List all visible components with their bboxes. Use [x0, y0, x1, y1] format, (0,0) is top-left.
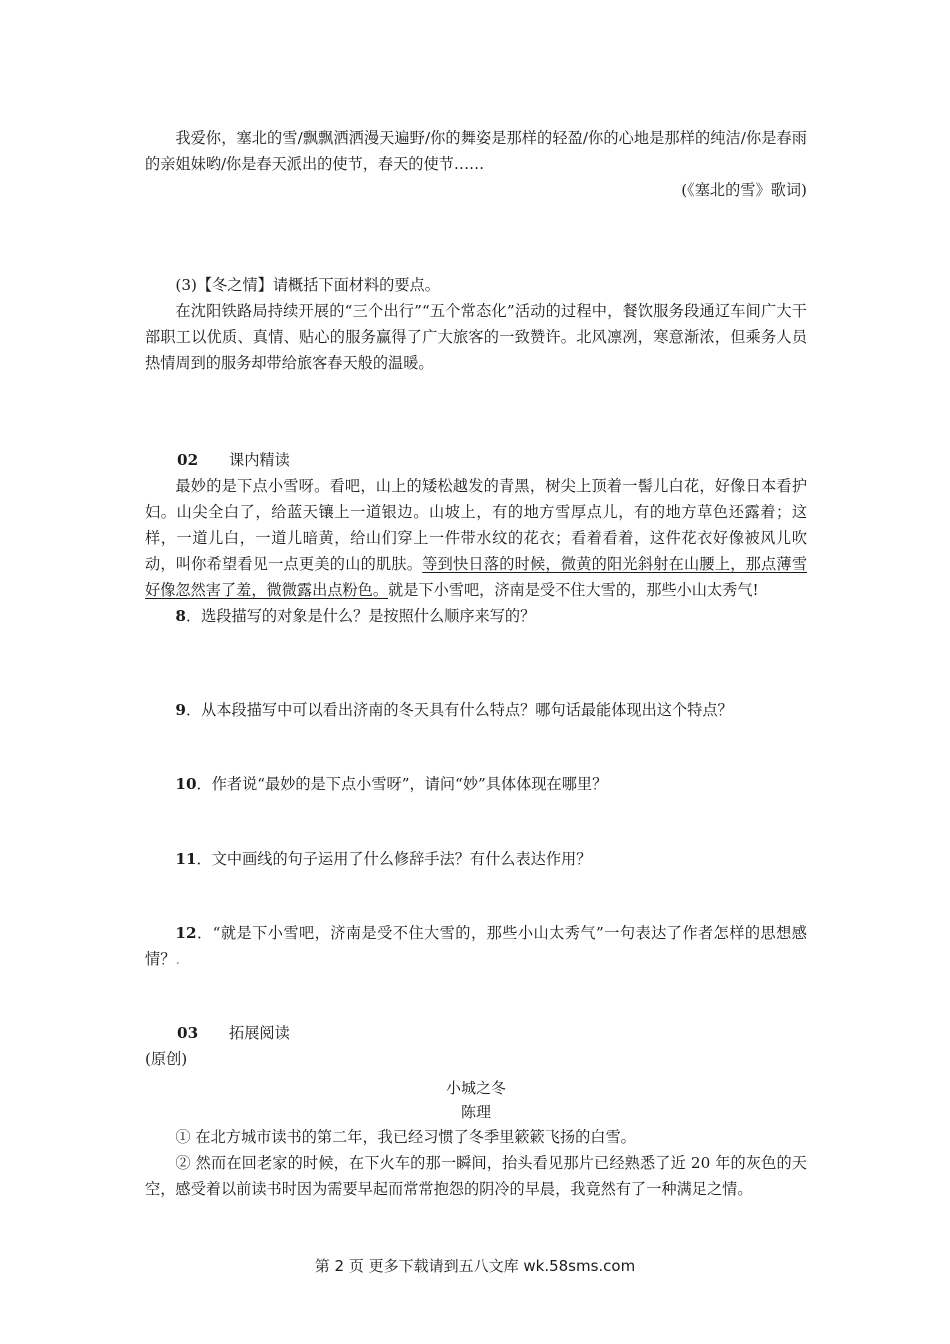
- passage-text-2: 就是下小雪吧，济南是受不住大雪的，那些小山太秀气!: [388, 581, 759, 599]
- question-11-number: 11: [175, 850, 197, 868]
- section-03-origin: (原创): [145, 1050, 188, 1068]
- section-03-header: [145, 1020, 807, 1046]
- section-02-number: 02: [177, 451, 199, 469]
- question-12: [145, 920, 807, 972]
- question-11-block: [145, 846, 807, 872]
- question-10-text: ．作者说“最妙的是下点小雪呀”，请问“妙”具体体现在哪里？: [196, 775, 608, 793]
- question-9-number: 9: [175, 701, 186, 719]
- article-paragraph-2: ② 然而在回老家的时候，在下火车的那一瞬间，抬头看见那片已经熟悉了近 20 年的灰色的天空，感受着以前读书时因为需要早起而常常抱怨的阴冷的早晨，我竟然有了一种满足之情。: [145, 1154, 807, 1198]
- page-footer: 第 2 页 更多下载请到五八文库 wk.58sms.com: [314, 1257, 636, 1275]
- question-10: [145, 771, 807, 797]
- poem-lyrics: 我爱你，塞北的雪/飘飘洒洒漫天遍野/你的舞姿是那样的轻盈/你的心地是那样的纯洁/你是春雨的亲姐妹哟/你是春天派出的使节，春天的使节……: [145, 129, 807, 173]
- article-author: 陈理: [460, 1103, 491, 1121]
- question-12-text: ．“就是下小雪吧，济南是受不住大雪的，那些小山太秀气”一句表达了作者怎样的思想感情？: [145, 924, 807, 968]
- article-title: 小城之冬: [445, 1079, 506, 1097]
- question-10-number: 10: [175, 775, 197, 793]
- section-02-title: 课内精读: [229, 451, 290, 469]
- question-12-number: 12: [175, 924, 197, 942]
- question-9-block: [145, 697, 807, 723]
- question-9: [145, 697, 807, 723]
- question-10-block: [145, 771, 807, 797]
- article-paragraph-1: ① 在北方城市读书的第二年，我已经习惯了冬季里簌簌飞扬的白雪。: [175, 1128, 636, 1146]
- section-03-title: 拓展阅读: [229, 1024, 290, 1042]
- passage-text-1: 最妙的是下点小雪呀。看吧，山上的矮松越发的青黑，树尖上顶着一髻儿白花，好像日本看护妇。山尖全白了，给蓝天镶上一道银边。山坡上，有的地方雪厚点儿，有的地方草色还露着；这样，一道儿白，一道儿暗黄，给山们穿上一件带水纹的花衣；看着看着，这件花衣好像被风儿吹动，叫你希望看见一点更美的山的肌肤。: [145, 477, 807, 573]
- section-02-block: [145, 447, 807, 629]
- poem-source: (《塞北的雪》歌词): [681, 181, 807, 199]
- question-11-text: ．文中画线的句子运用了什么修辞手法？有什么表达作用？: [196, 850, 592, 868]
- section-03-block: [145, 1020, 807, 1202]
- poem-block: [145, 125, 807, 203]
- question-3-title: (3)【冬之情】请概括下面材料的要点。: [175, 276, 440, 294]
- question-8-number: 8: [175, 607, 186, 625]
- question-3-material: 在沈阳铁路局持续开展的“三个出行”“五个常态化”活动的过程中，餐饮服务段通辽车间广大干部职工以优质、真情、贴心的服务赢得了广大旅客的一致赞许。北风凛冽，寒意渐浓，但乘务人员热情周到的服务却带给旅客春天般的温暖。: [145, 302, 807, 372]
- section-02-header: [145, 447, 807, 473]
- section-02-passage: [145, 473, 807, 603]
- question-3-block: [145, 272, 807, 376]
- question-8: [145, 603, 807, 629]
- question-12-block: [145, 920, 807, 972]
- underlined-sentence: 等到快日落的时候，微黄的阳光斜射在山腰上，那点薄雪好像忽然害了羞，微微露出点粉色。: [145, 555, 808, 599]
- mark-dot: .: [175, 950, 181, 968]
- question-11: [145, 846, 807, 872]
- section-03-number: 03: [177, 1024, 199, 1042]
- question-8-text: ．选段描写的对象是什么？是按照什么顺序来写的？: [185, 607, 536, 625]
- question-9-text: ．从本段描写中可以看出济南的冬天具有什么特点？哪句话最能体现出这个特点？: [185, 701, 733, 719]
